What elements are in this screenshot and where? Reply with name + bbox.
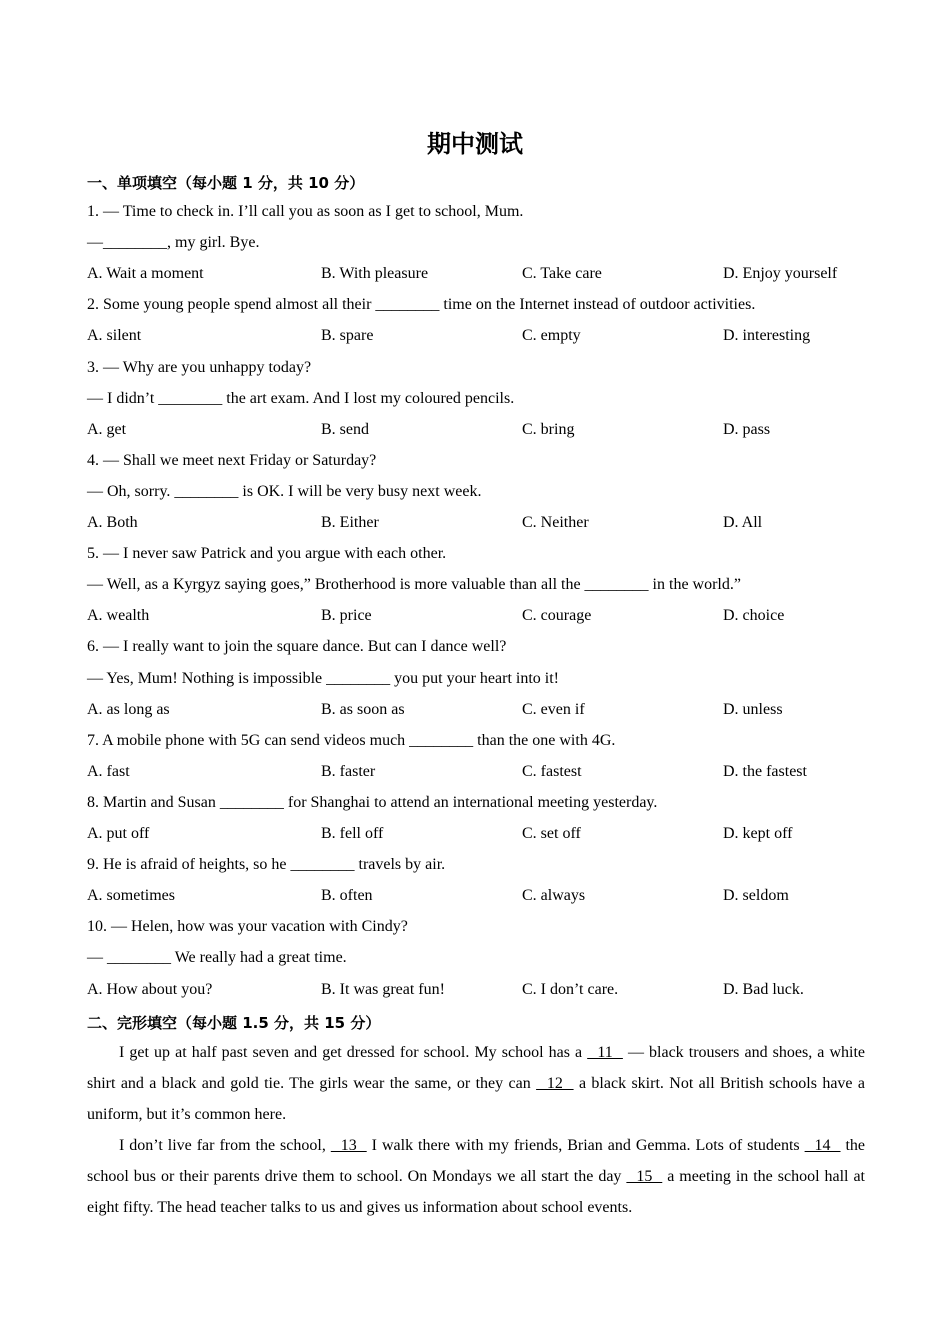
question-dialogue-line: — Oh, sorry. ________ is OK. I will be very busy next week.: [87, 482, 482, 500]
blank-14: 14: [804, 1137, 841, 1154]
option-d: D. pass: [723, 420, 771, 438]
option-a: A. wealth: [87, 607, 150, 625]
question-stem: 9. He is afraid of heights, so he ________ travels by air.: [87, 856, 446, 874]
question-stem: 7. A mobile phone with 5G can send videos much ________ than the one with 4G.: [87, 731, 616, 749]
paragraph-text: — black trousers and shoes, a white shirt and a black and gold tie. The girls wear the same, or they can: [87, 1044, 865, 1092]
option-d: D. the fastest: [723, 762, 807, 780]
option-d: D. unless: [723, 700, 783, 718]
paragraph-text: I walk there with my friends, Brian and Gemma. Lots of students: [366, 1137, 805, 1154]
option-c: C. Neither: [522, 514, 589, 531]
option-c: C. always: [522, 887, 586, 905]
option-c: C. bring: [522, 420, 575, 438]
paragraph-text: I don’t live far from the school,: [119, 1137, 331, 1154]
option-b: B. Either: [321, 514, 379, 531]
question-dialogue-line: —________, my girl. Bye.: [87, 234, 260, 252]
option-d: D. choice: [723, 607, 785, 625]
option-c: C. courage: [522, 607, 592, 625]
question-stem: 4. — Shall we meet next Friday or Saturday?: [87, 451, 377, 469]
option-b: B. often: [321, 887, 373, 905]
page-title: 期中测试: [427, 130, 523, 158]
paragraph-text: the school bus or their parents drive them to school. On Mondays we all start the day: [87, 1137, 866, 1185]
option-a: A. sometimes: [87, 887, 175, 905]
cloze-paragraph-2: [87, 1130, 865, 1223]
question-dialogue-line: — ________ We really had a great time.: [87, 949, 347, 967]
option-a: A. How about you?: [87, 980, 213, 998]
paragraph-text: a meeting in the school hall at eight fifty. The head teacher talks to us and gives us information about school events.: [87, 1168, 865, 1216]
option-d: D. Enjoy yourself: [723, 265, 838, 283]
blank-15: 15: [626, 1168, 663, 1185]
option-c: C. set off: [522, 825, 581, 842]
option-a: A. as long as: [87, 700, 170, 718]
option-b: B. fell off: [321, 825, 384, 842]
question-dialogue-line: — Yes, Mum! Nothing is impossible ________ you put your heart into it!: [87, 669, 559, 687]
option-d: D. interesting: [723, 327, 811, 345]
question-stem: 8. Martin and Susan ________ for Shanghai to attend an international meeting yesterday.: [87, 793, 658, 811]
question-stem: 1. — Time to check in. I’ll call you as soon as I get to school, Mum.: [87, 203, 524, 220]
option-c: C. I don’t care.: [522, 980, 619, 998]
option-a: A. get: [87, 420, 127, 438]
option-d: D. kept off: [723, 825, 793, 842]
option-a: A. Wait a moment: [87, 265, 204, 283]
option-b: B. as soon as: [321, 700, 405, 718]
question-dialogue-line: — Well, as a Kyrgyz saying goes,” Brotherhood is more valuable than all the ________ in the world.”: [87, 576, 741, 594]
blank-13: 13: [330, 1137, 367, 1154]
option-a: A. silent: [87, 327, 142, 345]
option-b: B. With pleasure: [321, 265, 429, 283]
question-stem: 5. — I never saw Patrick and you argue with each other.: [87, 545, 447, 563]
option-c: C. Take care: [522, 265, 602, 283]
option-b: B. faster: [321, 762, 376, 780]
paragraph-text: I get up at half past seven and get dressed for school. My school has a: [119, 1044, 588, 1061]
section-1-heading: 一、单项填空（每小题 1 分，共 10 分）: [87, 174, 365, 192]
question-dialogue-line: — I didn’t ________ the art exam. And I lost my coloured pencils.: [87, 389, 515, 407]
blank-12: 12: [536, 1075, 574, 1092]
option-a: A. put off: [87, 825, 150, 842]
option-b: B. It was great fun!: [321, 980, 445, 998]
option-d: D. seldom: [723, 887, 789, 905]
question-stem: 10. — Helen, how was your vacation with Cindy?: [87, 918, 408, 936]
question-stem: 6. — I really want to join the square dance. But can I dance well?: [87, 638, 507, 656]
blank-11: 11: [587, 1044, 623, 1061]
option-d: D. All: [723, 514, 763, 531]
section-2-heading: 二、完形填空（每小题 1.5 分，共 15 分）: [87, 1014, 381, 1032]
option-a: A. fast: [87, 762, 130, 780]
option-c: C. fastest: [522, 762, 582, 780]
option-a: A. Both: [87, 514, 138, 531]
cloze-paragraph-1: [87, 1037, 865, 1130]
option-c: C. even if: [522, 700, 585, 718]
option-b: B. spare: [321, 327, 374, 345]
question-stem: 2. Some young people spend almost all their ________ time on the Internet instead of outdoor activities.: [87, 296, 756, 314]
option-d: D. Bad luck.: [723, 980, 804, 998]
option-b: B. price: [321, 607, 372, 625]
question-stem: 3. — Why are you unhappy today?: [87, 358, 312, 376]
option-c: C. empty: [522, 327, 581, 345]
option-b: B. send: [321, 420, 369, 438]
paragraph-text: a black skirt. Not all British schools have a uniform, but it’s common here.: [87, 1075, 866, 1123]
